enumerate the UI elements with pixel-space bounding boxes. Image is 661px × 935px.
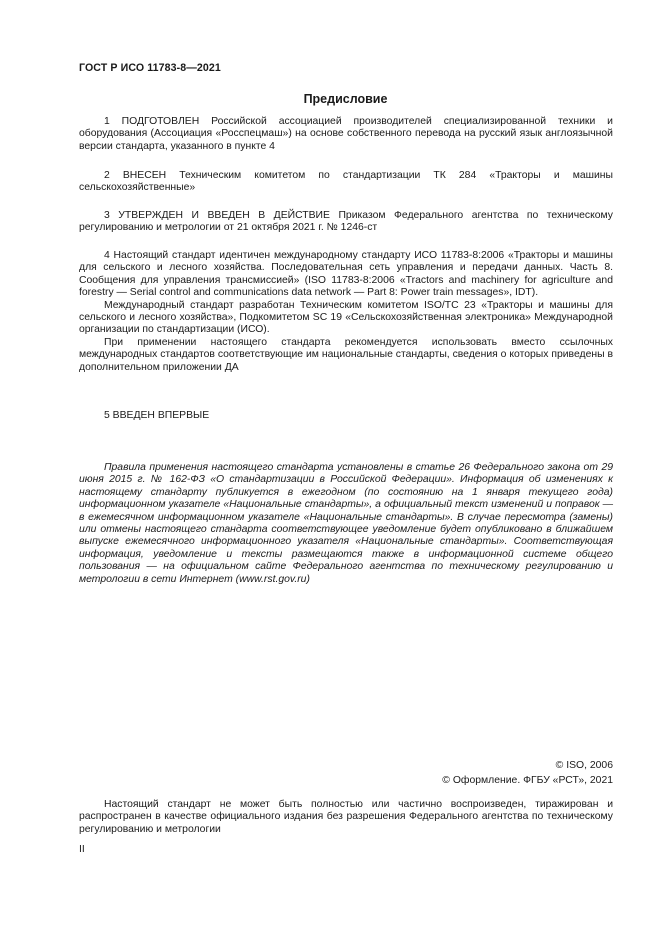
preface-item-3 <box>79 210 613 235</box>
preface-item-1 <box>79 116 613 153</box>
preface-item-2 <box>79 170 613 195</box>
preface-item-1-text: 1 ПОДГОТОВЛЕН Российской ассоциацией производителей специализированной техники и оборудования (Ассоциация «Росспецмаш») на основе собственного перевода на русский язык англоязычной версии стандарта, указанного в пункте 4 <box>79 116 613 152</box>
page-number: II <box>79 844 85 855</box>
document-code: ГОСТ Р ИСО 11783-8—2021 <box>79 62 221 74</box>
preface-title: Предисловие <box>303 92 388 106</box>
preface-item-4-paragraph-3: При применении настоящего стандарта рекомендуется использовать вместо ссылочных международных стандартов соответствующие им национальные стандарты, сведения о которых приведены в дополнительном приложении ДА <box>79 336 613 373</box>
preface-item-4-text: 4 Настоящий стандарт идентичен международному стандарту ИСО 11783-8:2006 «Тракторы и машины для сельского и лесного хозяйства. Последовательная сеть управления и передачи данных. Часть 8. Сообщения для управления трансмиссией» (ISO 11783-8:2006 «Tractors and machinery for agriculture and forestry — Serial control and communications data network — Part 8: Power train messages», IDT). <box>79 250 613 299</box>
preface-item-4-paragraph-2: Международный стандарт разработан Техническим комитетом ISO/TC 23 «Тракторы и машины для сельского и лесного хозяйства», Подкомитетом SC 19 «Сельскохозяйственная электроника» Международной организации по стандартизации (ИСО). <box>79 299 613 336</box>
preface-item-3-text: 3 УТВЕРЖДЕН И ВВЕДЕН В ДЕЙСТВИЕ Приказом Федерального агентства по техническому регулированию и метрологии от 21 октября 2021 г. № 1246-ст <box>79 210 613 234</box>
standard-application-notice <box>79 462 613 586</box>
reproduction-notice-text: Настоящий стандарт не может быть полностью или частично воспроизведен, тиражирован и распространен в качестве официального издания без разрешения Федерального агентства по техническому регулированию и метрологии <box>79 799 613 835</box>
reproduction-notice <box>79 799 613 836</box>
preface-item-2-text: 2 ВНЕСЕН Техническим комитетом по стандартизации ТК 284 «Тракторы и машины сельскохозяйственные» <box>79 170 613 194</box>
preface-item-4 <box>79 250 613 374</box>
copyright-design: © Оформление. ФГБУ «РСТ», 2021 <box>442 774 613 786</box>
copyright-iso: © ISO, 2006 <box>555 760 613 771</box>
copyright-block <box>442 759 613 788</box>
preface-item-5-text: 5 ВВЕДЕН ВПЕРВЫЕ <box>104 410 210 421</box>
preface-item-5 <box>79 410 613 422</box>
notice-text: Правила применения настоящего стандарта установлены в статье 26 Федерального закона от 29 июня 2015 г. № 162-ФЗ «О стандартизации в Российской Федерации». Информация об изменениях к настоящему стандарту публикуется в ежегодном (по состоянию на 1 января текущего года) информационном указателе «Национальные стандарты», а официальный текст изменений и поправок — в ежемесячном информационном указателе «Национальные стандарты». В случае пересмотра (замены) или отмены настоящего стандарта соответствующее уведомление будет опубликовано в ближайшем выпуске ежемесячного информационного указателя «Национальные стандарты». Соответствующая информация, уведомление и тексты размещаются также в информационной системе общего пользования — на официальном сайте Федерального агентства по техническому регулированию и метрологии в сети Интернет (www.rst.gov.ru) <box>79 462 613 585</box>
